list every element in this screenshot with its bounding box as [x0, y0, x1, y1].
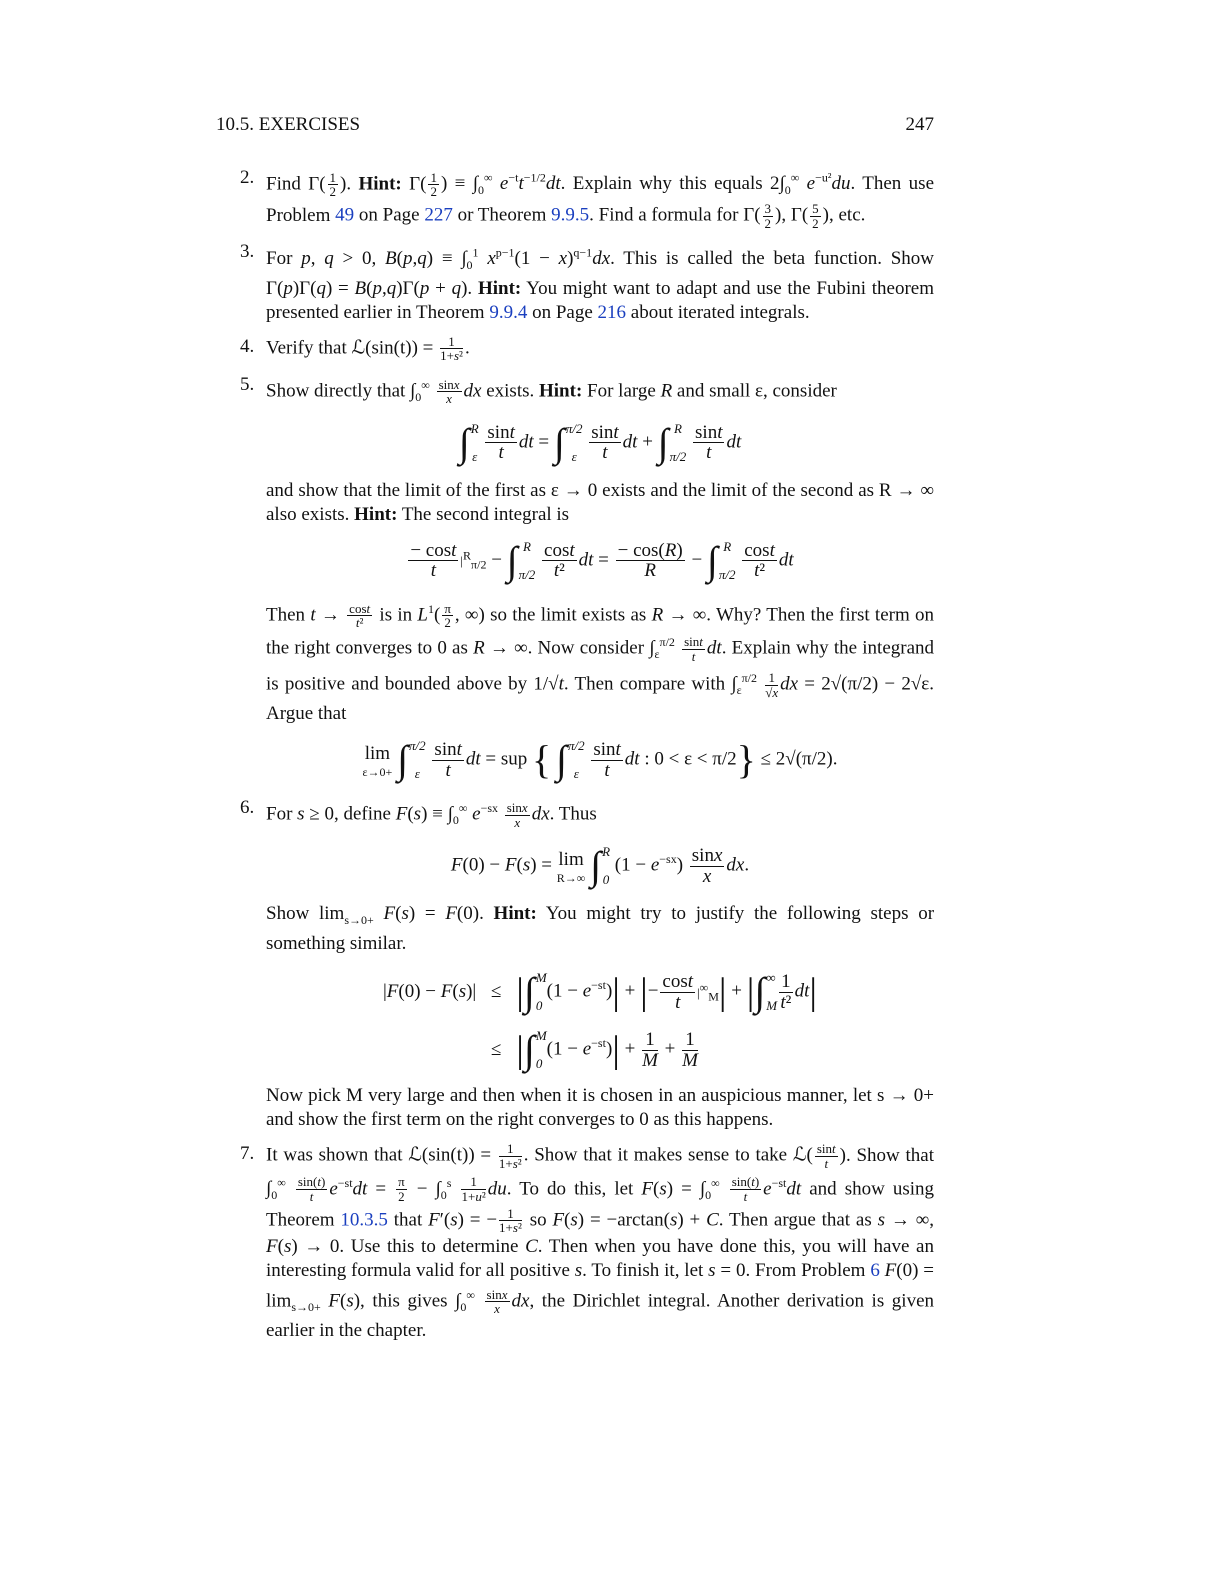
link-theorem[interactable]: 10.3.5	[340, 1209, 388, 1231]
link-page[interactable]: 216	[597, 301, 627, 323]
fraction: $\frac{3}{2}$	[764, 201, 772, 231]
text: The second integral is	[397, 503, 570, 525]
text: You might want to adapt and use the Fubini theorem presented earlier in Theorem	[266, 277, 935, 323]
equation: F(0) − F(s) = lim R→∞ ∫ R 0 $(1 - e^{-sx})$ $\frac{\sin x}{x}$ dx.	[450, 843, 750, 889]
exercise-6: 6. For s ≥ 0, define $F(s) \equiv \int_0^\infty$ $e^{-sx}$ $\frac{\sin x}{x}$ dx. Thus F(0) − F(s) = lim R→∞ ∫ R 0 $(1 - e^{-sx})$ $\frac{\sin x}{x}$ dx. Show $\lim_{s\to 0+} F(s) = F(0)$. Hint: You might try to justify the following steps or something similar. |F(0) − F(s)| ≤ | ∫ M 0 $(1 - e^{-st})|$ + |− $\frac{\cos t}{t}$ $|^\infty_M|$ + | ∫ ∞ M $\frac{1}{\text{t²}}$ dt| ≤ | ∫ M 0 $(1 - e^{-st})|$ + $\frac{1}{M}$ + $\frac{1}{M}$ Now pick M very large and then when it is chosen in an auspicious manner, let s → 0+ and show the first term on the right converges to 0 as this happens.	[240, 797, 935, 1131]
text: on Page	[527, 301, 598, 323]
fraction: $\frac{1}{2}$	[430, 169, 437, 200]
exercise-3: 3. For p, q > 0, $B(p,q) \equiv \int_0^1$ $x^{p-1}(1 - x)^{q-1}dx$. This is called the beta function. Show Γ(p)Γ(q) = B(p,q)Γ(p + q). Hint: You might want to adapt and use the Fubini theorem presented earlier in Theorem 9.9.4 on Page 216 about iterated integrals.	[240, 241, 935, 323]
link-problem[interactable]: 6	[870, 1259, 880, 1281]
exercise-number: 2.	[240, 167, 255, 188]
inequality-array: |F(0) − F(s)| ≤ | ∫ M 0 $(1 - e^{-st})|$ + |− $\frac{\cos t}{t}$ $|^\infty_M|$ + | ∫ ∞ M $\frac{1}{\text{t²}}$ dt| ≤ | ∫ M 0 $(1 - e^{-st})|$ + $\frac{1}{M}$ + $\frac{1}{M}$	[382, 969, 818, 1073]
exercise-7: 7. It was shown that ℒ(sin(t)) = $\frac{1}{\text{1+s²}}$ . Show that it makes sense to take ℒ( $\frac{\sin t}{t}$ ). Show that $\int_0^\infty$ $\frac{\sin(t)}{t}$ $e^{-st}dt$ = $\frac{\pi}{2}$ − $\int_0^s$ $\frac{1}{\text{1+u²}}$ du. To do this, let $F(s) = \int_0^\infty$ $\frac{\sin(t)}{t}$ $e^{-st}dt$ and show using Theorem 10.3.5 that F′(s) = − $\frac{1}{\text{1+s²}}$ so F(s) = −arctan(s) + C. Then argue that as s → ∞, F(s) → 0. Use this to determine C. Then when you have done this, you will have an interesting formula valid for all positive s. To finish it, let s = 0. From Problem 6 $F(0) = \lim_{s\to 0+} F(s)$, this gives $\int_0^\infty$ $\frac{\sin x}{x}$ dx, the Dirichlet integral. Another derivation is given earlier in the chapter.	[240, 1141, 935, 1342]
link-page[interactable]: 227	[424, 204, 453, 226]
text: It was shown that ℒ(sin(t)) =	[266, 1144, 497, 1166]
link-theorem[interactable]: 9.9.5	[551, 204, 590, 226]
exercise-number: 6.	[240, 797, 255, 819]
text: about iterated integrals.	[626, 301, 810, 323]
fraction: $\frac{5}{2}$	[812, 201, 819, 231]
exercise-2: 2. Find Γ( $\frac{1}{2}$ ). Hint: Γ( $\frac{1}{2}$ ) ≡ $\int_0^\infty$ $e^{-t}t^{-1/2}dt$. Explain why this equals $2\int_0^\infty$ $e^{-u^2}du$. Then use Problem 49 on Page 227 or Theorem 9.9.5. Find a formula for Γ( $\frac{3}{2}$ ), Γ( $\frac{5}{2}$ ), etc.	[240, 167, 935, 231]
equation: ∫ R ε $\frac{\sin t}{t}$ dt = ∫ π/2 ε $\frac{\sin t}{t}$ dt + ∫ R π/2 $\frac{\sin t}{t}$ dt	[458, 419, 742, 465]
equation: lim ε→0+ ∫ π/2 ε $\frac{\sin t}{t}$ dt = sup { ∫ π/2 ε $\frac{\sin t}{t}$ dt : 0 < ε < π/2} ≤ 2√(π/2).	[362, 737, 838, 783]
text: and show that the limit of the first as ε → 0 exists and the limit of the second as R → ∞ also exists.	[266, 479, 934, 525]
text: Find Γ(	[266, 173, 326, 195]
exercise-number: 4.	[240, 335, 255, 357]
fraction: $\frac{1}{\text{1+s²}}$	[440, 333, 463, 364]
text: Now pick M very large and then when it is chosen in an auspicious manner, let s → 0+ and show the first term on the right converges to 0 as this happens.	[266, 1085, 934, 1131]
section-title: 10.5. EXERCISES	[216, 114, 361, 135]
exercise-number: 7.	[240, 1143, 255, 1165]
exercise-number: 3.	[240, 241, 255, 263]
hint-label: Hint:	[477, 277, 522, 299]
link-theorem[interactable]: 9.9.4	[489, 301, 528, 323]
exercise-5: 5. Show directly that $\int_0^\infty$ $\frac{\sin x}{x}$ dx exists. Hint: For large R and small ε, consider ∫ R ε $\frac{\sin t}{t}$ dt = ∫ π/2 ε $\frac{\sin t}{t}$ dt + ∫ R π/2 $\frac{\sin t}{t}$ dt and show that the limit of the first as ε → 0 exists and the limit of the second as R → ∞ also exists. Hint: The second integral is $\frac{- \cos t}{t}$ $|^R_{\pi/2}$ − ∫ R π/2 $\frac{\cos t}{\text{t²}}$ dt = $\frac{- \cos(R)}{R}$ − ∫ R π/2 $\frac{\cos t}{\text{t²}}$ dt Then t → $\frac{\cos t}{\text{t²}}$ is in $L^1$( $\frac{\pi}{2}$ , ∞) so the limit exists as R → ∞. Why? Then the first term on the right converges to 0 as R → ∞. Now consider $\int_\varepsilon^{\pi/2}$ $\frac{\sin t}{t}$ dt. Explain why the integrand is positive and bounded above by 1/√t. Then compare with $\int_\varepsilon^{\pi/2}$ $\frac{1}{√x}$ dx = 2√(π/2) − 2√ε. Argue that lim ε→0+ ∫ π/2 ε $\frac{\sin t}{t}$ dt = sup { ∫ π/2 ε $\frac{\sin t}{t}$ dt : 0 < ε < π/2} ≤ 2√(π/2).	[240, 373, 934, 786]
exercise-list	[240, 166, 934, 1353]
exercise-number: 5.	[240, 373, 255, 395]
hint-label: Hint:	[354, 503, 398, 525]
page-number: 247	[905, 114, 934, 135]
equation: $\frac{- \cos t}{t}$ $|^R_{\pi/2}$ − ∫ R π/2 $\frac{\cos t}{\text{t²}}$ dt = $\frac{- \cos(R)}{R}$ − ∫ R π/2 $\frac{\cos t}{\text{t²}}$ dt	[410, 537, 794, 583]
exercise-4: 4. Verify that ℒ(sin(t)) = $\frac{1}{\text{1+s²}}$ .	[240, 333, 470, 364]
link-problem[interactable]: 49	[335, 204, 355, 226]
text: Verify that ℒ(sin(t)) =	[266, 337, 439, 359]
fraction: $\frac{1}{2}$	[329, 169, 337, 200]
